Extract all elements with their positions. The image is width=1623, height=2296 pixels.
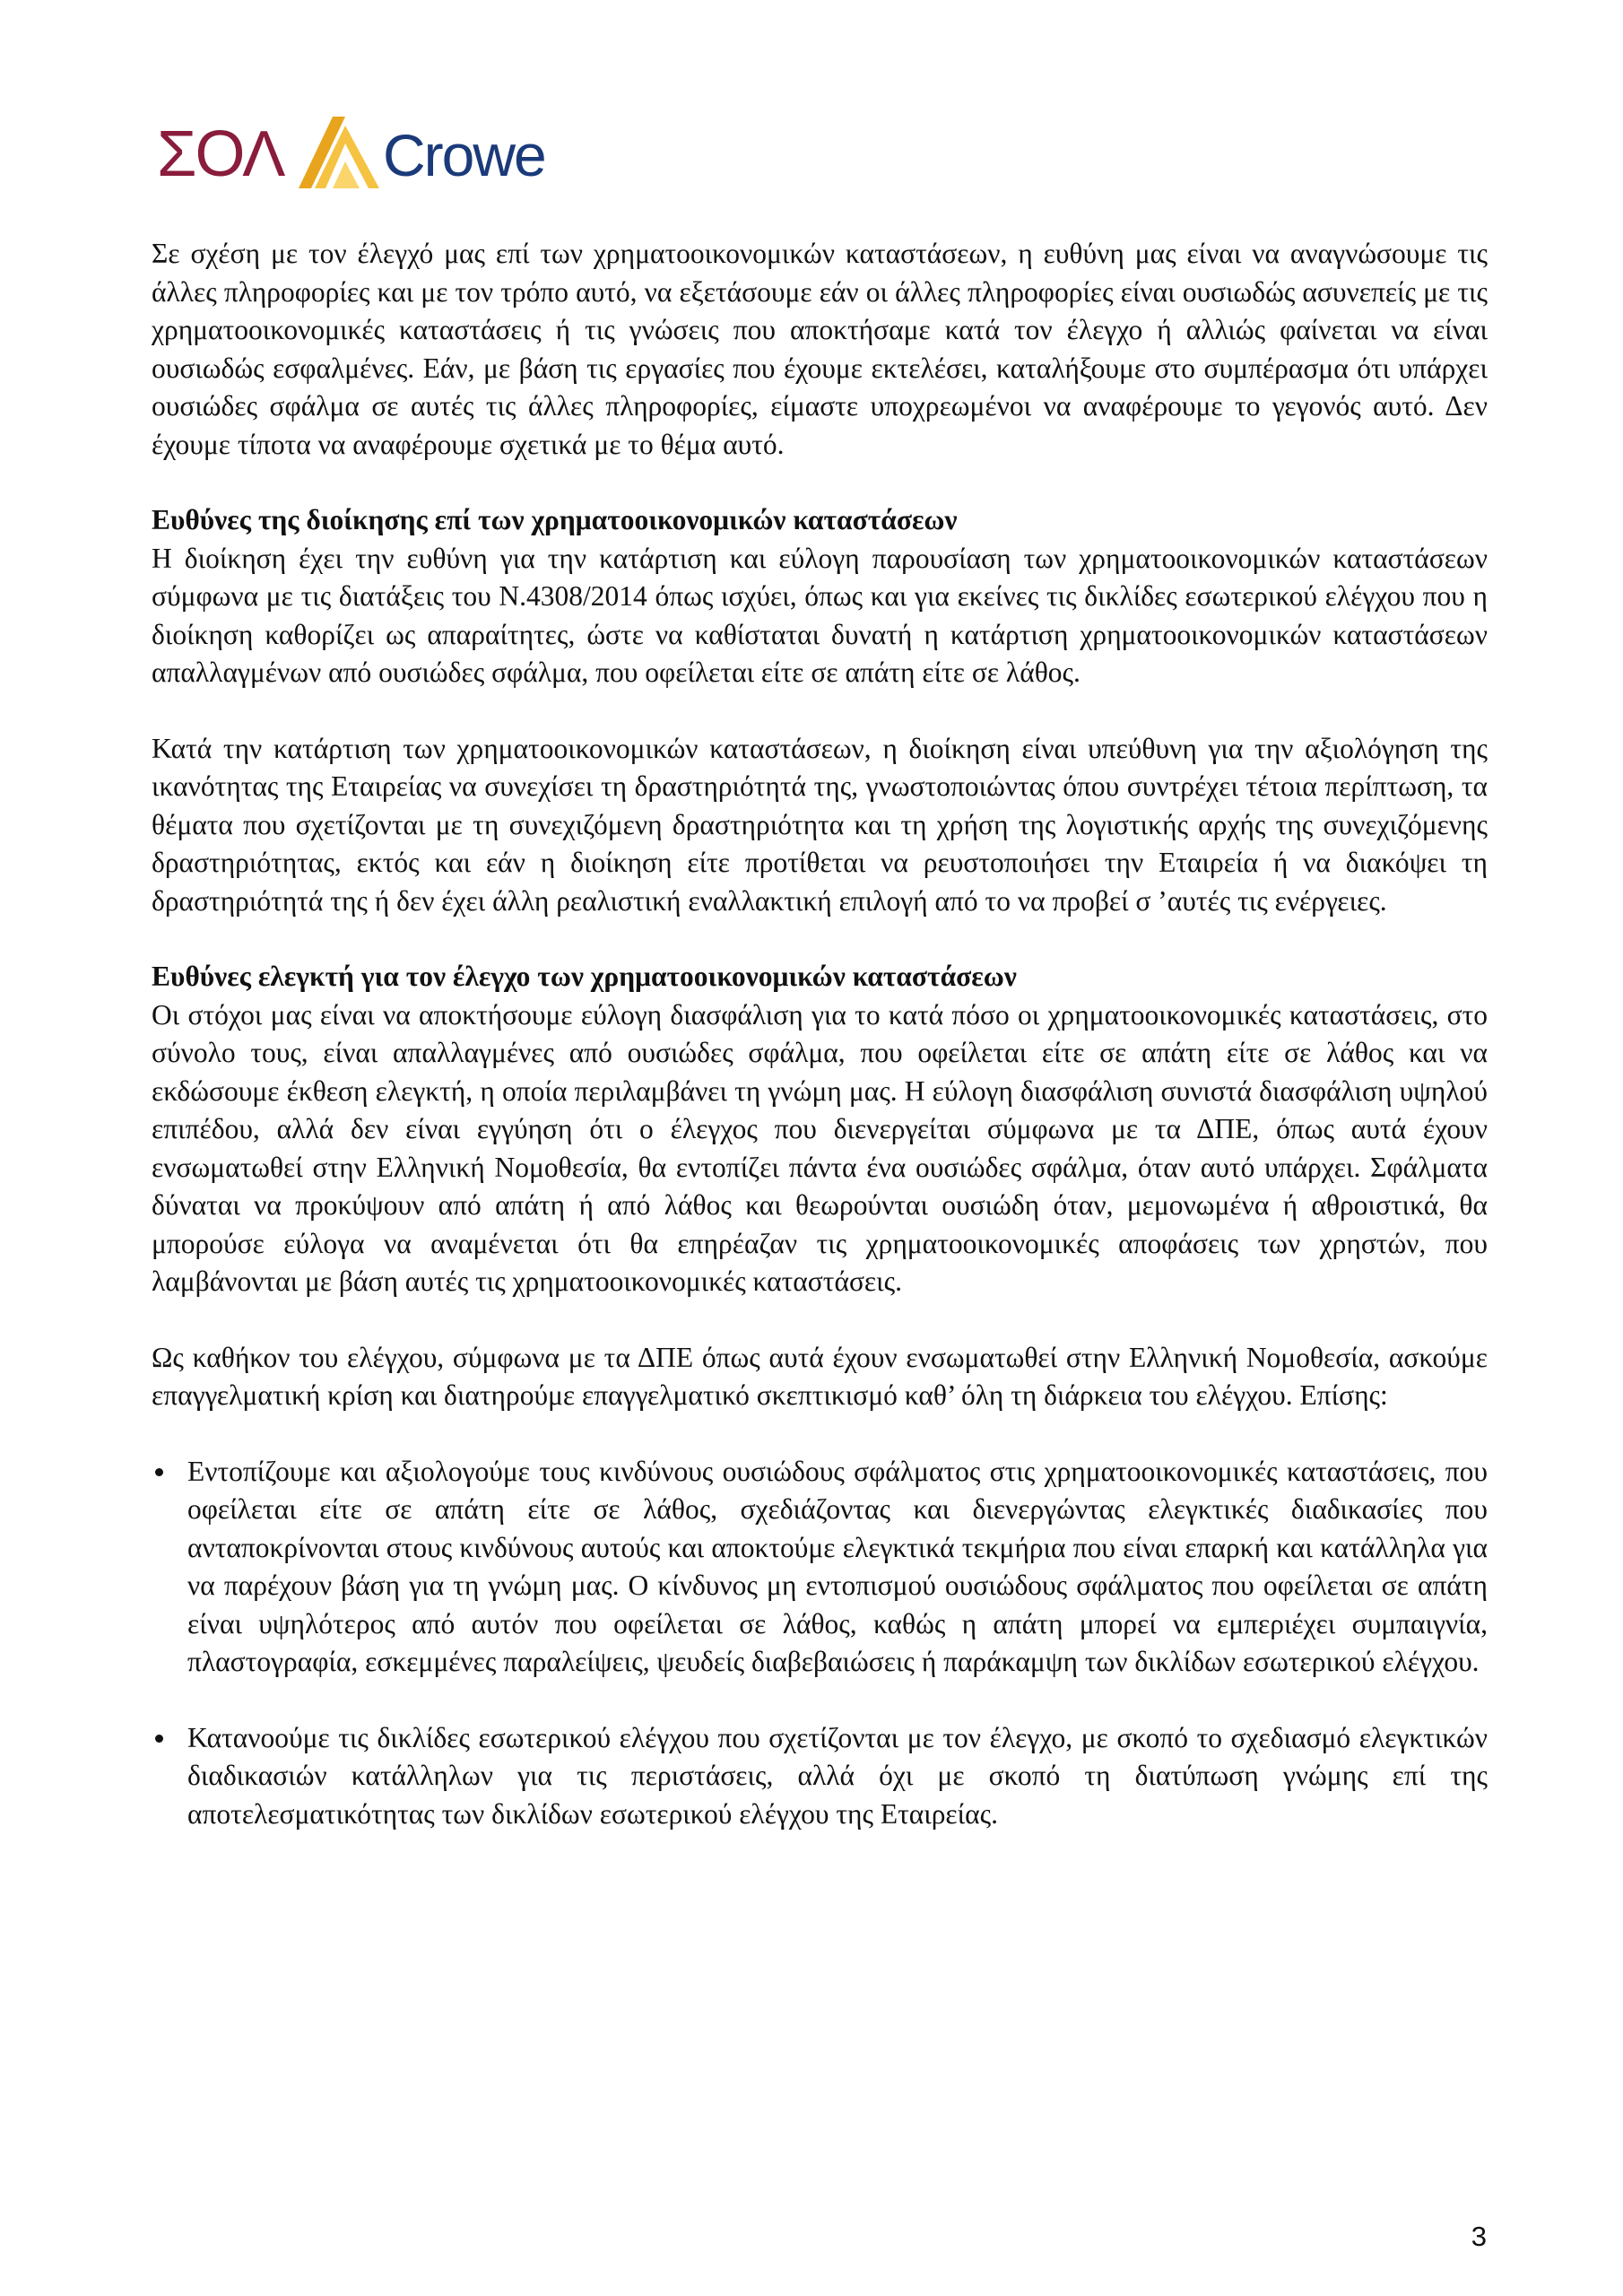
logo-chevron-icon <box>299 117 379 188</box>
document-body <box>152 235 1488 1833</box>
logo-sol-text: ΣΟΛ <box>157 118 284 190</box>
list-item <box>152 1453 1488 1682</box>
audit-procedures-list <box>152 1453 1488 1834</box>
list-item <box>152 1719 1488 1834</box>
list-item-text: Εντοπίζουμε και αξιολογούμε τους κινδύνους ουσιώδους σφάλματος στις χρηματοοικονομικές καταστάσεις, που οφείλεται είτε σε απάτη είτε σε λάθος, σχεδιάζοντας και διενεργώντας ελεγκτικές διαδικασίες που ανταποκρίνονται στους κινδύνους αυτούς και αποκτούμε ελεγκτικά τεκμήρια που είναι επαρκή και κατάλληλα για να παρέχουν βάση για τη γνώμη μας. Ο κίνδυνος μη εντοπισμού ουσιώδους σφάλματος που οφείλεται σε απάτη είναι υψηλότερος από αυτόν που οφείλεται σε λάθος, καθώς η απάτη μπορεί να εμπεριέχει συμπαιγνία, πλαστογραφία, εσκεμμένες παραλείψεις, ψευδείς διαβεβαιώσεις ή παράκαμψη των δικλίδων εσωτερικού ελέγχου. <box>187 1455 1488 1677</box>
sol-crowe-logo <box>157 109 569 199</box>
heading-management-responsibilities: Ευθύνες της διοίκησης επί των χρηματοοικονομικών καταστάσεων <box>152 504 958 535</box>
paragraph-management-preparation: Η διοίκηση έχει την ευθύνη για την κατάρτιση και εύλογη παρουσίαση των χρηματοοικονομικών καταστάσεων σύμφωνα με τις διατάξεις του Ν.4308/2014 όπως ισχύει, όπως και για εκείνες τις δικλίδες εσωτερικού ελέγχου που η διοίκηση καθορίζει ως απαραίτητες, ώστε να καθίσταται δυνατή η κατάρτιση χρηματοοικονομικών καταστάσεων απαλλαγμένων από ουσιώδες σφάλμα, που οφείλεται είτε σε απάτη είτε σε λάθος. <box>152 542 1488 688</box>
paragraph-going-concern: Κατά την κατάρτιση των χρηματοοικονομικών καταστάσεων, η διοίκηση είναι υπεύθυνη για την αξιολόγηση της ικανότητας της Εταιρείας να συνεχίσει τη δραστηριότητά της, γνωστοποιώντας όπου συντρέχει τέτοια περίπτωση, τα θέματα που σχετίζονται με τη συνεχιζόμενη δραστηριότητα και τη χρήση της λογιστικής αρχής της συνεχιζόμενης δραστηριότητας, εκτός και εάν η διοίκηση είτε προτίθεται να ρευστοποιήσει την Εταιρεία ή να διακόψει τη δραστηριότητά της ή δεν έχει άλλη ρεαλιστική εναλλακτική επιλογή από το να προβεί σ ’αυτές τις ενέργειες. <box>152 732 1488 917</box>
paragraph-professional-judgment: Ως καθήκον του ελέγχου, σύμφωνα με τα ΔΠΕ όπως αυτά έχουν ενσωματωθεί στην Ελληνική Νομοθεσία, ασκούμε επαγγελματική κρίση και διατηρούμε επαγγελματικό σκεπτικισμό καθ’ όλη τη διάρκεια του ελέγχου. Επίσης: <box>152 1341 1488 1411</box>
heading-auditor-responsibilities: Ευθύνες ελεγκτή για τον έλεγχο των χρηματοοικονομικών καταστάσεων <box>152 961 1017 992</box>
paragraph-other-information: Σε σχέση με τον έλεγχό μας επί των χρηματοοικονομικών καταστάσεων, η ευθύνη μας είναι να αναγνώσουμε τις άλλες πληροφορίες και με τον τρόπο αυτό, να εξετάσουμε εάν οι άλλες πληροφορίες είναι ουσιωδώς ασυνεπείς με τις χρηματοοικονομικές καταστάσεις ή τις γνώσεις που αποκτήσαμε κατά τον έλεγχο ή αλλιώς φαίνεται να είναι ουσιωδώς εσφαλμένες. Εάν, με βάση τις εργασίες που έχουμε εκτελέσει, καταλήξουμε στο συμπέρασμα ότι υπάρχει ουσιώδες σφάλμα σε αυτές τις άλλες πληροφορίες, είμαστε υποχρεωμένοι να αναφέρουμε το γεγονός αυτό. Δεν έχουμε τίποτα να αναφέρουμε σχετικά με το θέμα αυτό. <box>152 238 1488 460</box>
list-item-text: Κατανοούμε τις δικλίδες εσωτερικού ελέγχου που σχετίζονται με τον έλεγχο, με σκοπό το σχεδιασμό ελεγκτικών διαδικασιών κατάλληλων για τις περιστάσεις, αλλά όχι με σκοπό τη διατύπωση γνώμης επί της αποτελεσματικότητας των δικλίδων εσωτερικού ελέγχου της Εταιρείας. <box>187 1721 1488 1830</box>
logo-crowe-text: Crowe <box>383 122 545 188</box>
paragraph-audit-objectives: Οι στόχοι μας είναι να αποκτήσουμε εύλογη διασφάλιση για το κατά πόσο οι χρηματοοικονομικές καταστάσεις, στο σύνολο τους, είναι απαλλαγμένες από ουσιώδες σφάλμα, που οφείλεται είτε σε απάτη είτε σε λάθος και να εκδώσουμε έκθεση ελεγκτή, η οποία περιλαμβάνει τη γνώμη μας. Η εύλογη διασφάλιση συνιστά διασφάλιση υψηλού επιπέδου, αλλά δεν είναι εγγύηση ότι ο έλεγχος που διενεργείται σύμφωνα με τα ΔΠΕ, όπως αυτά έχουν ενσωματωθεί στην Ελληνική Νομοθεσία, θα εντοπίζει πάντα ένα ουσιώδες σφάλμα, όταν αυτό υπάρχει. Σφάλματα δύναται να προκύψουν από απάτη ή από λάθος και θεωρούνται ουσιώδη όταν, μεμονωμένα ή αθροιστικά, θα μπορούσε εύλογα να αναμένεται ότι θα επηρέαζαν τις χρηματοοικονομικές αποφάσεις των χρηστών, που λαμβάνονται με βάση αυτές τις χρηματοοικονομικές καταστάσεις. <box>152 998 1488 1297</box>
bullet-icon <box>155 1735 163 1743</box>
bullet-icon <box>155 1468 163 1476</box>
page-number: 3 <box>1471 2221 1487 2252</box>
